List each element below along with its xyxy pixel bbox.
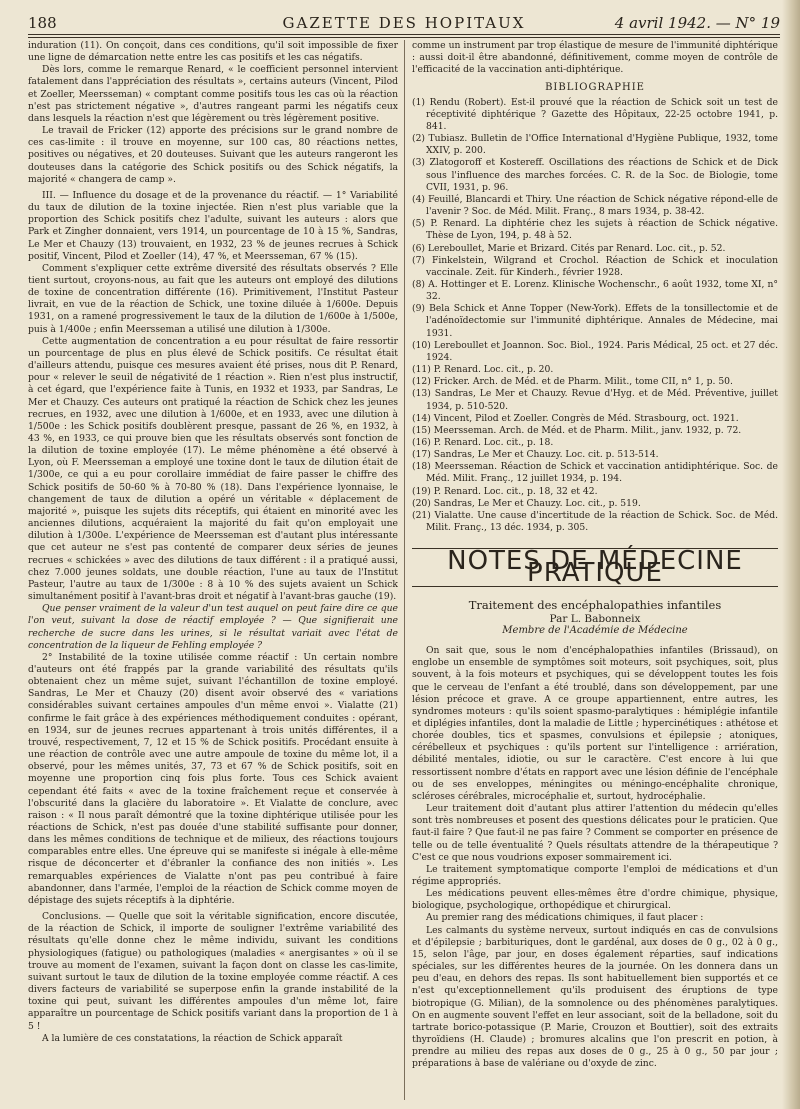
bibliography-title: BIBLIOGRAPHIE [545,82,645,94]
page-number: 188 [28,14,57,32]
header-rule-2 [28,37,780,38]
section-heading-paragraph: III. — Influence du dosage et de la provenance du réactif. — 1° Variabilité du taux de dilution de la toxine injectée. Rien n'est plus variable que la proportion des Schick positifs chez l'adulte, suivant les auteurs : alors que Park et Zingher donnaient, vers 1914, un pourcentage de 10 à 15 %, Sandras, Le Mer et Chauzy (13) trouvaient, en 1932, 23 % de jeunes recrues à Schick positif, Vincent, Pilod et Zoeller (14), 47 %, et Meersseman, 67 % (15). [28,189,398,262]
paragraph: 2° Instabilité de la toxine utilisée comme réactif : Un certain nombre d'auteurs ont été frappés par la grande variabilité des résultats qu'ils obtenaient chez un même sujet, suivant l'échantillon de toxine employé. Sandras, Le Mer et Chauzy (20) disent avoir observé des « variations considérables suivant certaines ampoules d'un même envoi ». Vialatte (21) confirme le fait grâce à des expériences méthodiquement conduites : opérant, en 1934, sur de jeunes recrues appartenant à trois unités différentes, il a trouvé, respectivement, 7, 12 et 15 % de Schick positifs. Procédant ensuite à une réaction de contrôle avec une autre ampoule de toxine du même lot, il a observé, pour les mêmes unités, 37, 73 et 67 % de Schick positifs, soit en moyenne une proportion cinq fois plus forte. Tous ces Schick avaient cependant été faits « avec de la toxine fraîchement reçue et conservée à l'obscurité dans la glacière du laboratoire ». Et Vialatte de conclure, avec raison : « Il nous paraît démontré que la toxine diphtérique utilisée pour les réactions de Schick, n'est pas douée d'une stabilité suffisante pour donner, dans les mêmes conditions de technique et de milieux, des réactions toujours comparables entre elles. Une épreuve qui se manifeste si inégale à elle-même risque de déconcerter et d'ébranler la confiance des non initiés ». Les remarquables expériences de Vialatte n'ont pas peu contribué à faire abandonner, dans l'armée, l'emploi de la réaction de Schick comme moyen de dépistage des sujets réceptifs à la diphtérie. [28,651,398,906]
paragraph: Dès lors, comme le remarque Renard, « le coefficient personnel intervient fatalement dans l'appréciation des résultats », certains auteurs (Vincent, Pilod et Zoeller, Meersseman) « comptant comme positifs tous les cas où la réaction n'est pas strictement négative », d'autres rangeant parmi les négatifs ceux dans lesquels la réaction n'est que légèrement ou très légèrement positive. [28,64,398,124]
paragraph: Leur traitement doit d'autant plus attirer l'attention du médecin qu'elles sont très nombreuses et posent des questions délicates pour le praticien. Que faut-il faire ? Que faut-il ne pas faire ? Comment se comporter en présence de telle ou de telle éventualité ? Quels résultats attendre de la thérapeutique ? C'est ce que nous voudrions exposer sommairement ici. [412,803,778,863]
paragraph: Les médications peuvent elles-mêmes être d'ordre chimique, physique, biologique, psychologique, orthopédique et chirurgical. [412,888,778,912]
paragraph: Le travail de Fricker (12) apporte des précisions sur le grand nombre de ces cas-limite : il trouve en moyenne, sur 100 cas, 80 réactions nettes, positives ou négatives, et 20 douteuses. Suivant que les auteurs rangeront les douteuses dans la catégorie des Schick positifs ou des Schick négatifs, la majorité « changera de camp ». [28,125,398,185]
article-affiliation: Membre de l'Académie de Médecine [502,624,688,636]
bib-entry: (11) P. Renard. Loc. cit., p. 20. [412,364,554,376]
bib-entry: (4) Feuillé, Blancardi et Thiry. Une réaction de Schick négative répond-elle de l'avenir ? Soc. de Méd. Milit. Franç., 8 mars 1934, p. 38-42. [412,193,778,218]
left-column [28,40,398,1045]
conclusions-paragraph: Conclusions. — Quelle que soit la véritable signification, encore discutée, de la réaction de Schick, il importe de souligner l'extrême variabilité des résultats qu'elle donne chez le même individu, suivant les conditions physiologiques (fatigue) ou pathologiques (maladies « anergisantes » où il se trouve au moment de l'examen, suivant la façon dont on classe les cas-limite, suivant surtout le taux de dilution de la toxine employée comme réactif. A ces divers facteurs de variabilité se superpose enfin la grande instabilité de la toxine qui peut, suivant les différentes ampoules d'un même lot, faire apparaître un pourcentage de Schick positifs variant dans la proportion de 1 à 5 ! [28,911,398,1032]
issue-date: 4 avril 1942. — N° 19 [614,14,780,32]
paragraph: Au premier rang des médications chimiques, il faut placer : [426,912,704,924]
bib-entry: (6) Lereboullet, Marie et Brizard. Cités par Renard. Loc. cit., p. 52. [412,242,726,254]
paragraph: A la lumière de ces constatations, la réaction de Schick apparaît [42,1032,343,1044]
bib-entry: (3) Zlatogoroff et Kostereff. Oscillations des réactions de Schick et de Dick sous l'influence des marches forcées. C. R. de la Soc. de Biologie, tome CVII, 1931, p. 96. [412,157,778,193]
running-header [28,14,780,36]
column-separator [404,40,405,1100]
bib-entry: (12) Fricker. Arch. de Méd. et de Pharm. Milit., tome CII, n° 1, p. 50. [412,376,733,388]
paragraph: induration (11). On conçoit, dans ces conditions, qu'il soit impossible de fixer une ligne de démarcation nette entre les cas positifs et les cas négatifs. [28,40,398,64]
bib-entry: (19) P. Renard. Loc. cit., p. 18, 32 et 42. [412,485,598,497]
bib-entry: (5) P. Renard. La diphtérie chez les sujets à réaction de Schick négative. Thèse de Lyon, 194, p. 48 à 52. [412,218,778,242]
bib-entry: (16) P. Renard. Loc. cit., p. 18. [412,437,554,448]
paragraph: Que penser vraiment de la valeur d'un test auquel on peut faire dire ce que l'on veut, suivant la dose de réactif employée ? — Que signifierait une recherche de sucre dans les urines, si le résultat variait avec l'état de concentration de la liqueur de Fehling employée ? [28,603,398,651]
paragraph: Cette augmentation de concentration a eu pour résultat de faire ressortir un pourcentage de plus en plus élevé de Schick positifs. Ce résultat était d'ailleurs attendu, puisque ces mesures avaient été prises, nous dit P. Renard, pour « relever le seuil de négativité de 1 réaction ». Rien n'est plus instructif, à cet égard, que l'expérience faite à Tunis, en 1932 et 1933, par Sandras, Le Mer et Chauzy. Ces auteurs ont pratiqué la réaction de Schick chez les jeunes recrues, en 1932, avec une dilution à 1/600e, et en 1933, avec une dilution à 1/500e : les Schick positifs doublèrent presque, passant de 26 %, en 1932, à 43 %, en 1933, ce qui prouve bien que les résultats observés sont fonction de la dilution de toxine employée (17). Le même phénomène a été observé à Lyon, où F. Meersseman a employé une toxine dont le taux de dilution était de 1/300e, ce qui a eu pour corollaire immédiat de faire passer le chiffre des Schick positifs de 50-60 % à 70-80 % (18). Dans l'expérience lyonnaise, le changement de taux de dilution a opéré un véritable « déplacement de majorité », puisque les sujets dits réceptifs, qui étaient en minorité avec les anciennes dilutions, acquéraient la majorité du fait qu'on employait une dilution à 1/300e. L'expérience de Meersseman est d'autant plus intéressante que cet auteur ne s'est pas contenté de comparer deux séries de jeunes recrues « schickées » avec des dilutions de taux différent : il a pratiqué aussi, chez 7.000 jeunes soldats, une double réaction, l'une au taux de l'Institut Pasteur, l'autre au taux de 1/300e : 8 à 10 % des sujets avaient un Schick simultanément positif à l'avant-bras droit et négatif à l'avant-bras gauche (19). [28,335,398,603]
bibliography [412,97,778,535]
right-column [412,40,778,1071]
bib-entry: (2) Tubiasz. Bulletin de l'Office International d'Hygiène Publique, 1932, tome XXIV, p. 200. [412,133,778,157]
paragraph: Comment s'expliquer cette extrême diversité des résultats observés ? Elle tient surtout, croyons-nous, au fait que les auteurs ont employé des dilutions de toxine de concentration différente (16). Primitivement, l'Institut Pasteur livrait, en vue de la réaction de Schick, une toxine diluée à 1/600e. Depuis 1931, on a ramené progressivement le taux de la dilution de 1/600e à 1/500e, puis à 1/400e ; enfin Meersseman a utilisé une dilution à 1/300e. [28,262,398,335]
page-edge [782,0,800,1109]
section-banner [412,546,778,589]
bib-entry: (18) Meersseman. Réaction de Schick et vaccination antidiphtérique. Soc. de Méd. Milit. Franç., 12 juillet 1934, p. 194. [412,461,778,485]
paragraph: comme un instrument par trop élastique de mesure de l'immunité diphtérique : aussi doit-il être abandonné, définitivement, comme moyen de contrôle de l'efficacité de la vaccination anti-diphtérique. [412,40,778,76]
bib-entry: (7) Finkelstein, Wilgrand et Crochol. Réaction de Schick et inoculation vaccinale. Zeit. für Kinderh., février 1928. [412,254,778,278]
bib-entry: (10) Lereboullet et Joannon. Soc. Biol., 1924. Paris Médical, 25 oct. et 27 déc. 1924. [412,339,778,363]
section-banner-title: NOTES DE MÉDECINE PRATIQUE [447,546,743,589]
bib-entry: (15) Meersseman. Arch. de Méd. et de Pharm. Milit., janv. 1932, p. 72. [412,424,742,436]
paragraph: Le traitement symptomatique comporte l'emploi de médications et d'un régime appropriés. [412,863,778,887]
journal-title: GAZETTE DES HOPITAUX [282,14,526,32]
bib-entry: (8) A. Hottinger et E. Lorenz. Klinische Wochenschr., 6 août 1932, tome XI, n° 32. [412,278,778,303]
bib-entry: (20) Sandras, Le Mer et Chauzy. Loc. cit., p. 519. [412,497,641,509]
bib-entry: (17) Sandras, Le Mer et Chauzy. Loc. cit. p. 513-514. [412,449,659,461]
paragraph: On sait que, sous le nom d'encéphalopathies infantiles (Brissaud), on englobe un ensemble de symptômes soit moteurs, soit psychiques, soit, plus souvent, à la fois moteurs et psychiques, qui se développent toutes les fois que le cerveau de l'enfant a été troublé, dans son développement, par une lésion précoce et grave. A ce groupe appartiennent, entre autres, les syndromes moteurs : qu'ils soient spasmo-paralytiques : hémiplégie infantile et diplégies infantiles, dont la maladie de Little ; hypercinétiques : athétose et chorée doubles, tics et spasmes, convulsions et épilepsie ; atoniques, cérébelleux et psychiques : qu'ils portent sur l'intelligence : arriération, débilité mentales, idiotie, ou sur le caractère. C'est encore à lui que ressortissent nombre d'états en rapport avec une lésion définie de l'encéphale ou de ses enveloppes, méningites ou méningo-encéphalite chronique, scléroses cérébrales, microcéphalie et, surtout, hydrocéphalie. [412,645,778,802]
bib-entry: (1) Rendu (Robert). Est-il prouvé que la réaction de Schick soit un test de réceptivité diphtérique ? Gazette des Hôpitaux, 22-25 octobre 1941, p. 841. [412,96,778,132]
bib-entry: (21) Vialatte. Une cause d'incertitude de la réaction de Schick. Soc. de Méd. Milit. Franç., 13 déc. 1934, p. 305. [412,509,778,534]
header-rule [28,34,780,35]
article-title: Traitement des encéphalopathies infantiles [468,597,722,612]
article-author: Par L. Babonneix [549,612,641,625]
paragraph: Les calmants du système nerveux, surtout indiqués en cas de convulsions et d'épilepsie ; barbituriques, dont le gardénal, aux doses de 0 g., 02 à 0 g., 15, selon l'âge, par jour, en doses également réparties, sauf indications spéciales, sur les différentes heures de la journée. On les donnera dans un peu d'eau, en dehors des repas. Ils sont habituellement bien supportés et ce n'est qu'exceptionnellement qu'ils produisent des éruptions de type biotropique (G. Milian), de la somnolence ou des phénomènes paralytiques. On en augmente souvent l'effet en leur associant, soit de la belladone, soit du tartrate borico-potassique (P. Marie, Crouzon et Bouttier), soit des extraits thyroïdiens (H. Claude) ; bromures alcalins que l'on prescrit en potion, à prendre au milieu des repas aux doses de 0 g., 25 à 0 g., 50 par jour ; préparations à base de valériane ou d'oxyde de zinc. [412,924,778,1070]
bib-entry: (13) Sandras, Le Mer et Chauzy. Revue d'Hyg. et de Méd. Préventive, juillet 1934, p. 510-520. [412,388,778,412]
bib-entry: (14) Vincent, Pilod et Zoeller. Congrès de Méd. Strasbourg, oct. 1921. [412,412,739,424]
bib-entry: (9) Bela Schick et Anne Topper (New-York). Effets de la tonsillectomie et de l'adénoïdectomie sur l'immunité diphtérique. Annales de Médecine, mai 1931. [412,303,778,339]
